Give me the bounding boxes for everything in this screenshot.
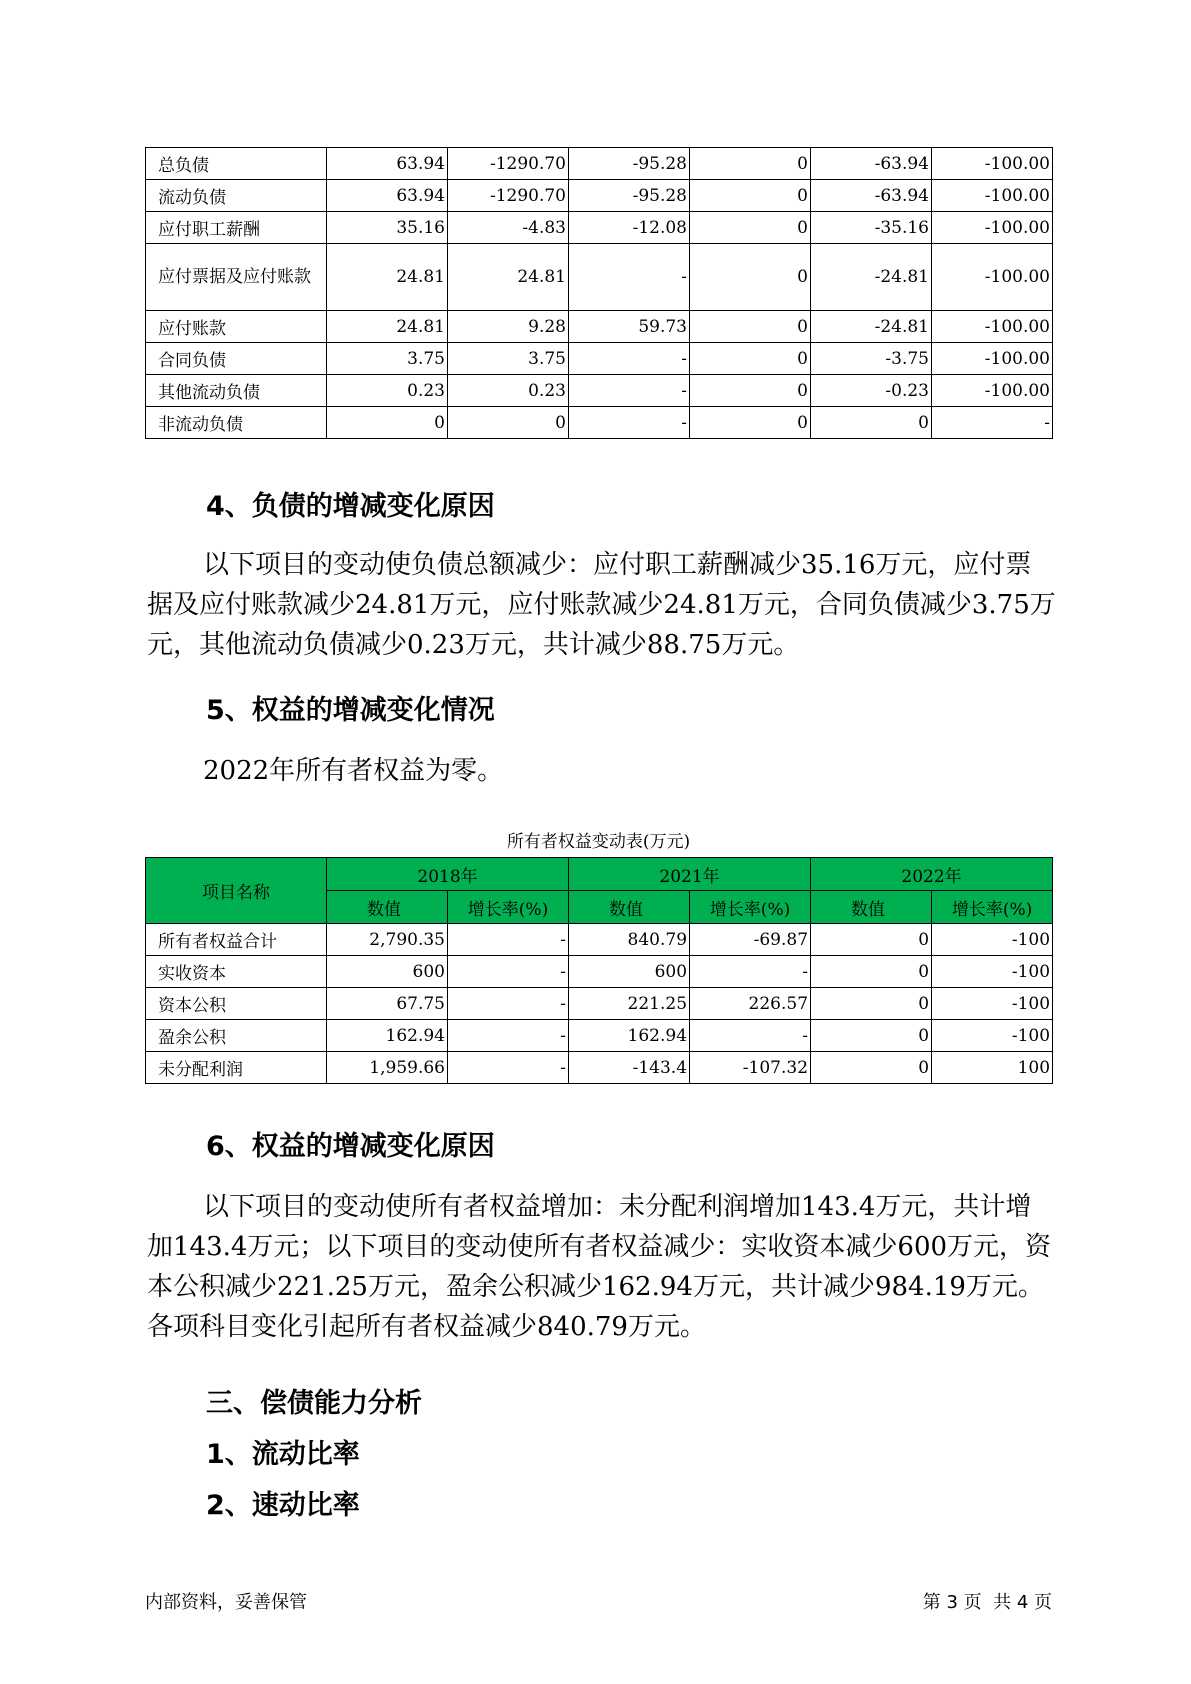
cell: -100.00 (932, 311, 1053, 343)
table-header-row (146, 858, 1053, 891)
section-three-heading: 三、偿债能力分析 (206, 1388, 422, 1419)
cell: 162.94 (327, 1020, 448, 1052)
cell: -95.28 (569, 148, 690, 180)
section-4-paragraph: 以下项目的变动使负债总额减少：应付职工薪酬减少35.16万元，应付票据及应付账款减少24.81万元，应付账款减少24.81万元，合同负债减少3.75万元，其他流动负债减少0.23万元，共计减少88.75万元。 (147, 550, 1056, 660)
cell: -100.00 (932, 343, 1053, 375)
cell: 67.75 (327, 988, 448, 1020)
cell: 0 (327, 407, 448, 439)
cell: 63.94 (327, 148, 448, 180)
cell: -24.81 (811, 244, 932, 311)
cell: 840.79 (569, 924, 690, 956)
cell: - (569, 343, 690, 375)
cell: -95.28 (569, 180, 690, 212)
cell: 100 (932, 1052, 1053, 1084)
cell: 0 (690, 343, 811, 375)
section-6-heading: 6、权益的增减变化原因 (206, 1131, 495, 1162)
cell: 0 (690, 407, 811, 439)
cell: - (448, 1020, 569, 1052)
row-name: 盈余公积 (146, 1020, 327, 1052)
subsection-1-heading: 1、流动比率 (206, 1439, 360, 1470)
row-name: 资本公积 (146, 988, 327, 1020)
year-header-2018: 2018年 (327, 858, 569, 891)
table-row (146, 407, 1053, 439)
table-row (146, 956, 1053, 988)
cell: -100 (932, 988, 1053, 1020)
cell: 600 (327, 956, 448, 988)
cell: 0 (811, 407, 932, 439)
cell: 24.81 (327, 244, 448, 311)
value-header: 数值 (327, 891, 448, 924)
table-row (146, 375, 1053, 407)
cell: 0 (448, 407, 569, 439)
cell: 24.81 (448, 244, 569, 311)
cell: 221.25 (569, 988, 690, 1020)
table-row (146, 311, 1053, 343)
cell: 35.16 (327, 212, 448, 244)
cell: -107.32 (690, 1052, 811, 1084)
cell: 0 (690, 180, 811, 212)
cell: -4.83 (448, 212, 569, 244)
cell: -35.16 (811, 212, 932, 244)
table-row (146, 212, 1053, 244)
cell: -100 (932, 956, 1053, 988)
table-row (146, 244, 1053, 311)
cell: 0 (690, 148, 811, 180)
cell: - (448, 956, 569, 988)
cell: 24.81 (327, 311, 448, 343)
table-row (146, 180, 1053, 212)
equity-table (145, 857, 1053, 1084)
cell: 0 (690, 212, 811, 244)
row-name: 应付职工薪酬 (146, 212, 327, 244)
cell: -100.00 (932, 375, 1053, 407)
cell: -1290.70 (448, 180, 569, 212)
row-name: 其他流动负债 (146, 375, 327, 407)
cell: 0 (811, 988, 932, 1020)
cell: -100.00 (932, 212, 1053, 244)
table-row (146, 1020, 1053, 1052)
growth-header: 增长率(%) (448, 891, 569, 924)
row-name: 未分配利润 (146, 1052, 327, 1084)
cell: 1,959.66 (327, 1052, 448, 1084)
cell: - (569, 407, 690, 439)
cell: - (569, 375, 690, 407)
cell: 0 (811, 956, 932, 988)
cell: 0.23 (448, 375, 569, 407)
row-name: 流动负债 (146, 180, 327, 212)
cell: 0 (690, 311, 811, 343)
cell: -100.00 (932, 180, 1053, 212)
col-item-header: 项目名称 (146, 858, 327, 924)
growth-header: 增长率(%) (932, 891, 1053, 924)
value-header: 数值 (811, 891, 932, 924)
row-name: 合同负债 (146, 343, 327, 375)
cell: 0 (690, 375, 811, 407)
cell: -12.08 (569, 212, 690, 244)
value-header: 数值 (569, 891, 690, 924)
cell: -3.75 (811, 343, 932, 375)
table-row (146, 1052, 1053, 1084)
footer-note: 内部资料，妥善保管 (145, 1592, 307, 1613)
cell: 3.75 (327, 343, 448, 375)
table-row (146, 148, 1053, 180)
cell: - (448, 924, 569, 956)
cell: -69.87 (690, 924, 811, 956)
equity-table-caption: 所有者权益变动表(万元) (506, 832, 691, 852)
cell: -100 (932, 924, 1053, 956)
cell: 59.73 (569, 311, 690, 343)
cell: -100.00 (932, 148, 1053, 180)
cell: 0 (811, 1052, 932, 1084)
cell: -100 (932, 1020, 1053, 1052)
cell: -1290.70 (448, 148, 569, 180)
cell: 0 (811, 924, 932, 956)
cell: -63.94 (811, 148, 932, 180)
cell: -0.23 (811, 375, 932, 407)
row-name: 应付账款 (146, 311, 327, 343)
cell: - (448, 988, 569, 1020)
table-row (146, 343, 1053, 375)
cell: 3.75 (448, 343, 569, 375)
row-name: 非流动负债 (146, 407, 327, 439)
cell: - (690, 1020, 811, 1052)
section-5-heading: 5、权益的增减变化情况 (206, 695, 495, 726)
section-6-paragraph: 以下项目的变动使所有者权益增加：未分配利润增加143.4万元，共计增加143.4万元；以下项目的变动使所有者权益减少：实收资本减少600万元，资本公积减少221.25万元，盈余公积减少162.94万元，共计减少984.19万元。各项科目变化引起所有者权益减少840.79万元。 (147, 1192, 1052, 1342)
cell: -63.94 (811, 180, 932, 212)
cell: 63.94 (327, 180, 448, 212)
table-row (146, 988, 1053, 1020)
year-header-2021: 2021年 (569, 858, 811, 891)
cell: 226.57 (690, 988, 811, 1020)
cell: 2,790.35 (327, 924, 448, 956)
cell: - (569, 244, 690, 311)
cell: 0 (690, 244, 811, 311)
row-name: 总负债 (146, 148, 327, 180)
cell: 0 (811, 1020, 932, 1052)
cell: 600 (569, 956, 690, 988)
section-5-paragraph: 2022年所有者权益为零。 (203, 756, 504, 786)
cell: 0.23 (327, 375, 448, 407)
row-name: 所有者权益合计 (146, 924, 327, 956)
page-number: 第 3 页 共 4 页 (922, 1592, 1052, 1613)
row-name: 应付票据及应付账款 (146, 244, 327, 311)
cell: - (932, 407, 1053, 439)
cell: - (448, 1052, 569, 1084)
cell: 9.28 (448, 311, 569, 343)
cell: -24.81 (811, 311, 932, 343)
table-row (146, 924, 1053, 956)
section-4-heading: 4、负债的增减变化原因 (206, 491, 495, 522)
growth-header: 增长率(%) (690, 891, 811, 924)
cell: -143.4 (569, 1052, 690, 1084)
cell: -100.00 (932, 244, 1053, 311)
row-name: 实收资本 (146, 956, 327, 988)
cell: 162.94 (569, 1020, 690, 1052)
cell: - (690, 956, 811, 988)
year-header-2022: 2022年 (811, 858, 1053, 891)
liabilities-table (145, 147, 1053, 439)
subsection-2-heading: 2、速动比率 (206, 1490, 360, 1521)
